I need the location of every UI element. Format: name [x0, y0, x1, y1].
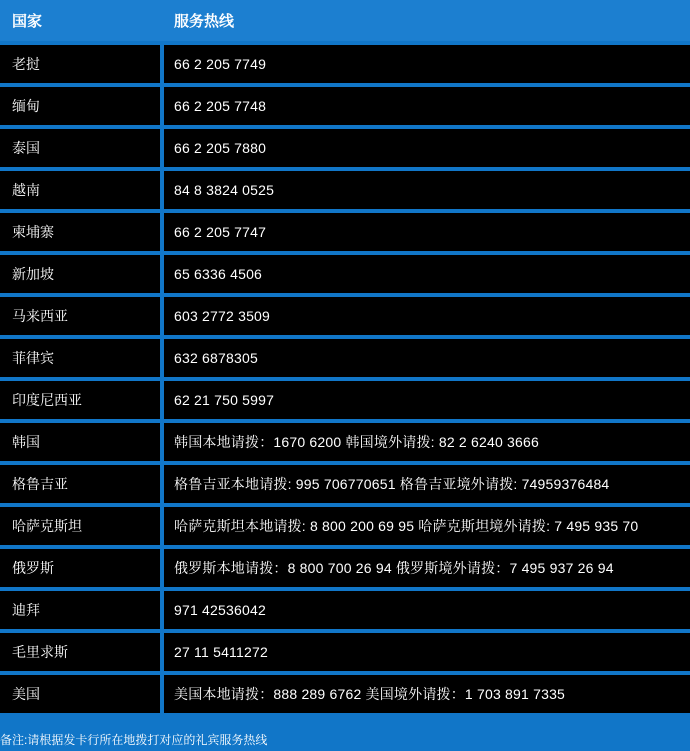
table-row [0, 295, 690, 337]
cell-country: 毛里求斯 [0, 631, 162, 673]
cell-country: 马来西亚 [0, 295, 162, 337]
column-header-country: 国家 [0, 0, 162, 43]
table-row [0, 379, 690, 421]
cell-country: 哈萨克斯坦 [0, 505, 162, 547]
cell-hotline: 603 2772 3509 [162, 295, 690, 337]
cell-hotline: 62 21 750 5997 [162, 379, 690, 421]
column-header-hotline: 服务热线 [162, 0, 690, 43]
cell-hotline: 971 42536042 [162, 589, 690, 631]
cell-country: 格鲁吉亚 [0, 463, 162, 505]
table-header-row [0, 0, 690, 43]
table-row [0, 589, 690, 631]
footnote: 备注:请根据发卡行所在地拨打对应的礼宾服务热线 [0, 733, 268, 747]
cell-hotline: 27 11 5411272 [162, 631, 690, 673]
cell-country: 美国 [0, 673, 162, 713]
table-body [0, 43, 690, 713]
table-row [0, 673, 690, 713]
cell-country: 泰国 [0, 127, 162, 169]
cell-hotline: 俄罗斯本地请拨：8 800 700 26 94 俄罗斯境外请拨：7 495 937 26 94 [162, 547, 690, 589]
cell-hotline: 65 6336 4506 [162, 253, 690, 295]
cell-country: 缅甸 [0, 85, 162, 127]
table-row [0, 127, 690, 169]
table-row [0, 547, 690, 589]
cell-country: 菲律宾 [0, 337, 162, 379]
cell-hotline: 韩国本地请拨：1670 6200 韩国境外请拨: 82 2 6240 3666 [162, 421, 690, 463]
table-row [0, 211, 690, 253]
cell-hotline: 66 2 205 7747 [162, 211, 690, 253]
cell-hotline: 66 2 205 7748 [162, 85, 690, 127]
table-row [0, 253, 690, 295]
table-row [0, 337, 690, 379]
cell-hotline: 66 2 205 7880 [162, 127, 690, 169]
table-row [0, 43, 690, 85]
table-header [0, 0, 690, 43]
cell-country: 迪拜 [0, 589, 162, 631]
cell-hotline: 66 2 205 7749 [162, 43, 690, 85]
cell-country: 柬埔寨 [0, 211, 162, 253]
table-row [0, 421, 690, 463]
cell-hotline: 632 6878305 [162, 337, 690, 379]
cell-country: 印度尼西亚 [0, 379, 162, 421]
table-row [0, 463, 690, 505]
cell-country: 俄罗斯 [0, 547, 162, 589]
cell-country: 新加坡 [0, 253, 162, 295]
cell-country: 越南 [0, 169, 162, 211]
cell-hotline: 84 8 3824 0525 [162, 169, 690, 211]
cell-country: 老挝 [0, 43, 162, 85]
table-row [0, 631, 690, 673]
table-row [0, 169, 690, 211]
cell-hotline: 美国本地请拨：888 289 6762 美国境外请拨：1 703 891 7335 [162, 673, 690, 713]
cell-country: 韩国 [0, 421, 162, 463]
cell-hotline: 格鲁吉亚本地请拨: 995 706770651 格鲁吉亚境外请拨: 74959376484 [162, 463, 690, 505]
table-row [0, 505, 690, 547]
table-row [0, 85, 690, 127]
cell-hotline: 哈萨克斯坦本地请拨: 8 800 200 69 95 哈萨克斯坦境外请拨: 7 495 935 70 [162, 505, 690, 547]
